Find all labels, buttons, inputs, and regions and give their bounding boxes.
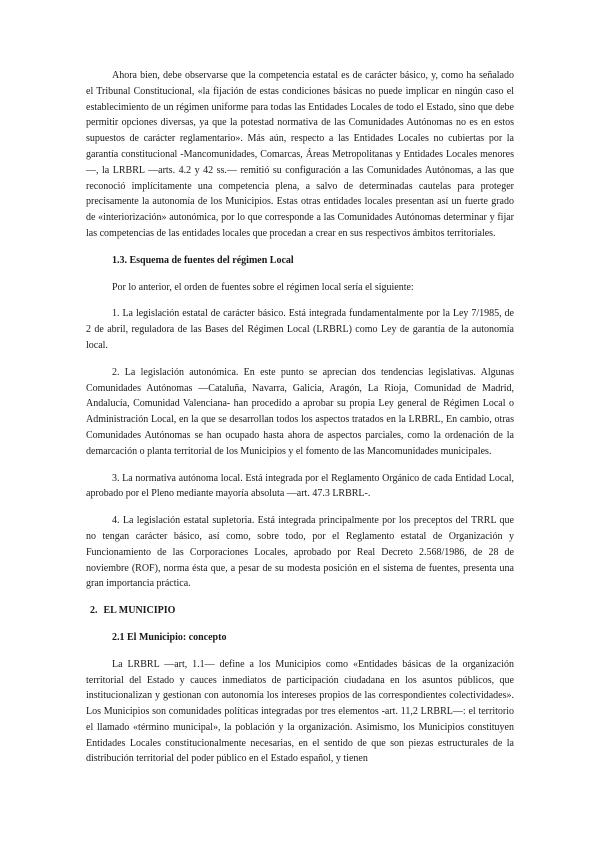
list-item-legislacion-supletoria: 4. La legislación estatal supletoria. Está integrada principalmente por los preceptos del TRRL que no tengan carácter básico, así como, sobre todo, por el Reglamento estatal de Organización y Funcionamiento de las Corporaciones Locales, aprobado por Real Decreto 2.568/1986, de 28 de noviembre (ROF), norma ésta que, a pesar de su modesta posición en el sistema de fuentes, presenta una gran importancia práctica. (86, 515, 514, 590)
section-heading-1-3: 1.3. Esquema de fuentes del régimen Local (112, 254, 294, 266)
section-heading-2-1: 2.1 El Municipio: concepto (112, 631, 227, 643)
paragraph-competencia-estatal: Ahora bien, debe observarse que la competencia estatal es de carácter básico, y, como ha señalado el Tribunal Constitucional, «la fijación de estas condiciones básicas no puede implicar en ningún caso el establecimiento de un régimen uniforme para todas las Entidades Locales de todo el Estado, sino que debe permitir opciones diversas, ya que la potestad normativa de las Comunidades Autónomas no es en estos supuestos de carácter reglamentario». Más aún, respecto a las Entidades Locales no cubiertas por la garantía constitucional -Mancomunidades, Comarcas, Áreas Metropolitanas y Entidades Locales menores—, la LRBRL —arts. 4.2 y 42 ss.— remitió su configuración a las Comunidades Autónomas, a las que reconoció implícitamente una competencia plena, a salvo de determinadas cautelas para proteger precisamente la autonomía de los Municipios. Estas otras entidades locales presentan así un fuerte grado de «interiorización» autonómica, por lo que corresponde a las Comunidades Autónomas determinar y fijar las competencias de las entidades locales que procedan a crear en sus respectivos ámbitos territoriales. (86, 70, 514, 239)
list-item-normativa-autonoma-local: 3. La normativa autónoma local. Está integrada por el Reglamento Orgánico de cada Entidad Local, aprobado por el Pleno mediante mayoría absoluta —art. 47.3 LRBRL-. (86, 472, 514, 500)
paragraph-definicion-municipio: La LRBRL —art, 1.1— define a los Municipios como «Entidades básicas de la organización territorial del Estado y cauces inmediatos de participación ciudadana en los asuntos públicos, que institucionalizan y gestionan con autonomía los intereses propios de las correspondientes colectividades». Los Municipios son comunidades políticas integradas por tres elementos -art. 11,2 LRBRL—: el territorio el llamado «término municipal», la población y la organización. Asimismo, los Municipios constituyen Entidades Locales constitucionalmente necesarias, en el sentido de que son piezas estructurales de la distribución territorial del poder público en el Estado español, y tienen (86, 658, 514, 765)
document-body (86, 68, 514, 778)
paragraph-orden-fuentes: Por lo anterior, el orden de fuentes sobre el régimen local sería el siguiente: (112, 281, 414, 293)
chapter-title: EL MUNICIPIO (103, 605, 176, 617)
list-item-legislacion-estatal-basica: 1. La legislación estatal de carácter básico. Está integrada fundamentalmente por la Ley 7/1985, de 2 de abril, reguladora de las Bases del Régimen Local (LRBRL) como Ley de garantía de la autonomía local. (86, 308, 514, 351)
list-item-legislacion-autonomica: 2. La legislación autonómica. En este punto se aprecian dos tendencias legislativas. Algunas Comunidades Autónomas —Cataluña, Navarra, Galicia, Aragón, La Rioja, Comunidad de Madrid, Andalucía, Comunidad Valenciana- han procedido a aprobar su propia Ley general de Régimen Local o Administración Local, en la que se desarrollan todos los aspectos tratados en la LRBRL, En cambio, otras Comunidades Autónomas se han ocupado hasta ahora de aspectos parciales, como la ordenación de la demarcación o planta territorial de los Municipios y el fomento de las Mancomunidades municipales. (86, 366, 514, 457)
chapter-heading-municipio (86, 603, 514, 619)
chapter-number: 2. (90, 605, 98, 617)
